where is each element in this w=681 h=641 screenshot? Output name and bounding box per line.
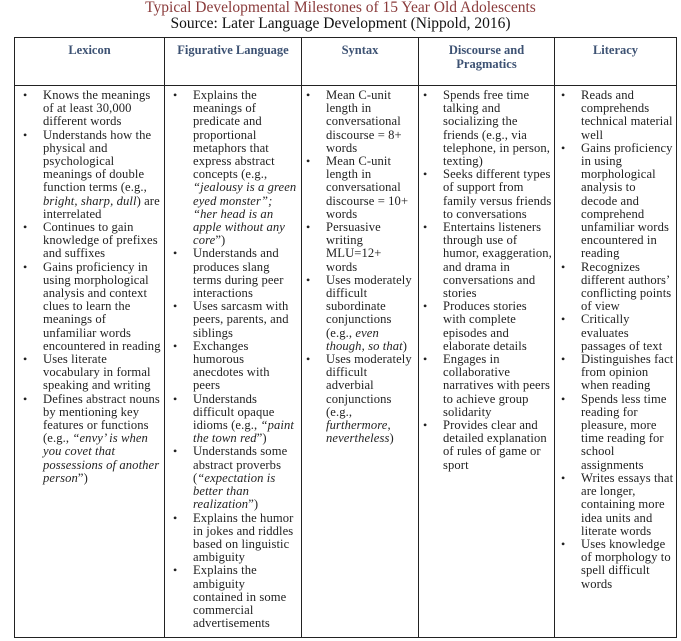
milestone-item [443,221,552,300]
milestone-text: Explains the meanings of predicate and proportional metaphors that express abstract concepts (e.g., [193,88,275,182]
literacy-cell [555,86,677,638]
milestone-text: ) [389,431,394,446]
discourse-pragmatics-cell [419,86,555,638]
milestone-item [43,353,162,393]
milestone-item [443,353,552,419]
milestone-text: Gains proficiency in using morphological analysis and context clues to learn the meanings of unfamiliar words encountered in reading [43,259,161,353]
milestone-text: ) are interrelated [43,193,160,221]
milestone-text: Produces stories with complete episodes and elaborate details [443,299,527,353]
milestone-item [581,313,674,353]
milestone-item [326,155,416,221]
milestone-item [581,89,674,142]
milestone-text: Critically evaluates passages of text [581,312,663,353]
example-text: “jealousy is a green eyed monster”; “her head is an apple without any core [193,180,297,248]
milestone-text: Mean C-unit length in conversational discourse = 8+ words [326,88,402,155]
milestone-item [326,89,416,155]
source-subtitle: Source: Later Language Development (Nippold, 2016) [170,15,511,32]
figurative-language-cell [165,86,302,638]
milestone-text: Engages in collaborative narratives with peers to achieve group solidarity [443,352,551,419]
milestone-text: ”) [77,470,88,485]
milestone-text: Knows the meanings of at least 30,000 different words [43,88,151,129]
example-text: furthermore, nevertheless [326,418,391,446]
milestone-item [43,89,162,129]
milestone-text: Continues to gain knowledge of prefixes and suffixes [43,220,158,261]
milestones-table [14,37,677,638]
milestone-item [193,247,297,300]
milestone-item [581,538,674,591]
milestone-item [326,353,416,445]
literacy-list [555,86,676,591]
milestone-item [43,261,162,353]
figurative-language-list [165,86,301,630]
milestone-text: Explains the humor in jokes and riddles based on linguistic ambiguity [193,510,294,565]
milestone-text: Reads and comprehends technical material well [581,88,673,142]
milestone-text: Spends less time reading for pleasure, more time reading for school assignments [581,391,667,472]
column-header-syntax: Syntax [302,38,419,86]
milestone-text: Distinguishes fact from opinion when reading [581,352,674,393]
milestone-item [193,393,297,446]
milestone-item [326,274,416,353]
milestone-item [443,300,552,353]
milestone-item [193,300,297,340]
milestone-item [193,445,297,511]
milestone-item [43,129,162,221]
milestone-text: ”) [256,431,267,446]
body-row [15,86,677,638]
milestone-text: Understands some abstract proverbs ( [193,444,288,485]
milestone-text: Persuasive writing MLU=12+ words [326,220,382,274]
milestone-text: Writes essays that are longer, containing more idea units and literate words [581,470,674,538]
milestone-item [581,261,674,314]
column-header-discourse-pragmatics: Discourse and Pragmatics [419,38,555,86]
milestone-text: Recognizes different authors’ conflicting points of view [581,259,672,314]
example-text: bright, sharp, dull [43,193,137,208]
example-text: “envy’ is when you covet that possessions of another person [43,431,160,485]
column-header-literacy: Literacy [555,38,677,86]
milestone-text: ”) [248,497,259,512]
milestone-item [43,393,162,485]
milestone-text: Uses literate vocabulary in formal speaking and writing [43,352,151,393]
milestone-text: ) [402,338,408,353]
milestone-text: Gains proficiency in using morphological analysis to decode and comprehend unfamiliar words encountered in reading [581,140,673,261]
page-title: Typical Developmental Milestones of 15 Year Old Adolescents [145,0,536,16]
milestone-text: Defines abstract nouns by mentioning key features or functions (e.g., [43,391,160,446]
milestone-text: Understands difficult opaque idioms (e.g., [193,391,275,433]
milestone-item [193,340,297,393]
milestone-text: Exchanges humorous anecdotes with peers [193,338,270,393]
milestone-text: Entertains listeners through use of humor, exaggeration, and drama in conversations and stories [443,220,552,301]
milestone-text: Mean C-unit length in conversational discourse = 10+ words [326,154,409,221]
column-header-figurative-language: Figurative Language [165,38,302,86]
milestone-item [581,353,674,393]
milestone-item [193,89,297,247]
discourse-pragmatics-list [419,86,554,472]
lexicon-list [15,86,164,485]
example-text: “paint the town red [193,418,295,446]
milestone-text: Provides clear and detailed explanation of rules of game or sport [443,418,547,472]
header-row [15,38,677,86]
milestone-item [581,393,674,472]
syntax-cell [302,86,419,638]
column-header-lexicon: Lexicon [15,38,165,86]
lexicon-cell [15,86,165,638]
milestone-text: Uses sarcasm with peers, parents, and siblings [193,299,289,340]
milestone-item [581,472,674,538]
milestone-item [193,512,297,565]
milestone-text: Understands and produces slang terms during peer interactions [193,246,284,301]
milestone-item [326,221,416,274]
milestone-item [443,89,552,168]
milestone-text: Uses moderately difficult adverbial conjunctions (e.g., [326,352,412,419]
milestone-text: ”) [215,233,226,248]
milestone-item [43,221,162,261]
example-text: “expectation is better than realization [193,470,276,512]
syntax-list [302,86,418,445]
milestone-text: Uses moderately difficult subordinate conjunctions (e.g., [326,272,412,340]
milestone-text: Understands how the physical and psychological meanings of double function terms (e.g., [43,127,152,195]
milestone-item [443,419,552,472]
example-text: even though, so that [326,325,403,353]
milestone-text: Uses knowledge of morphology to spell difficult words [581,536,671,591]
milestone-text: Spends free time talking and socializing the friends (e.g., via telephone, in person, texting) [443,88,551,169]
milestone-text: Seeks different types of support from family versus friends to conversations [443,167,552,221]
milestone-item [443,168,552,221]
milestone-item [581,142,674,261]
milestone-text: Explains the ambiguity contained in some commercial advertisements [193,563,287,631]
milestone-item [193,564,297,630]
